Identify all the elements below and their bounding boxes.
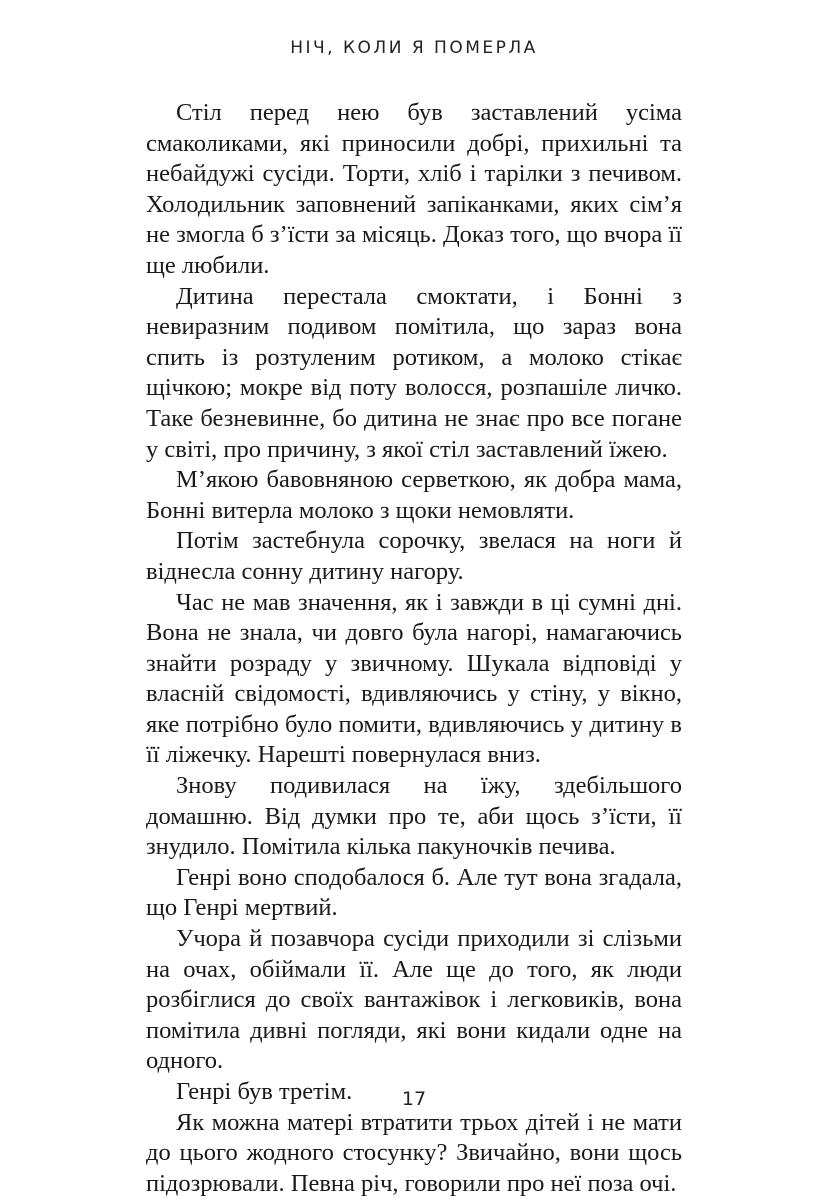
running-head: НІЧ, КОЛИ Я ПОМЕРЛА	[290, 38, 538, 58]
paragraph: Стіл перед нею був заставлений усіма смаколиками, які приносили добрі, прихильні та небайдужі сусіди. Торти, хліб і тарілки з печивом. Холодильник заповнений запіканками, яких сім’я не змогла б з’їсти за місяць. Доказ того, що вчора її ще любили.	[146, 99, 682, 279]
paragraph: Як можна матері втратити трьох дітей і не мати до цього жодного стосунку? Звичайно, вони щось підозрювали. Певна річ, говорили про неї поза очі.	[146, 1108, 682, 1197]
paragraph: Знову подивилася на їжу, здебільшого домашню. Від думки про те, аби щось з’їсти, її знудило. Помітила кілька пакуночків печива.	[146, 772, 682, 861]
paragraph: Генрі воно сподобалося б. Але тут вона згадала, що Генрі мертвий.	[146, 863, 682, 922]
paragraph: Дитина перестала смоктати, і Бонні з невиразним подивом помітила, що зараз вона спить із розтуленим ротиком, а молоко стікає щічкою; мокре від поту волосся, розпашіле личко. Таке безневинне, бо дитина не знає про все погане у світі, про причину, з якої стіл заставлений їжею.	[146, 282, 682, 463]
paragraph: М’якою бавовняною серветкою, як добра мама, Бонні витерла молоко з щоки немовляти.	[146, 466, 682, 524]
paragraph: Учора й позавчора сусіди приходили зі слізьми на очах, обіймали її. Але ще до того, як люди розбіглися до своїх вантажівок і легковиків, вона помітила дивні погляди, які вони кидали одне на одного.	[146, 925, 682, 1075]
paragraph: Час не мав значення, як і завжди в ці сумні дні. Вона не знала, чи довго була нагорі, намагаючись знайти розраду у звичному. Шукала відповіді у власній свідомості, вдивляючись у стіну, у вікно, яке потрібно було помити, вдивляючись у дитину в її ліжечку. Нарешті повернулася вниз.	[146, 588, 682, 769]
page-number: 17	[401, 1088, 427, 1110]
paragraph: Генрі був третім.	[176, 1078, 353, 1105]
paragraph: Потім застебнула сорочку, звелася на ноги й віднесла сонну дитину нагору.	[146, 527, 682, 585]
body-text	[146, 98, 682, 1199]
